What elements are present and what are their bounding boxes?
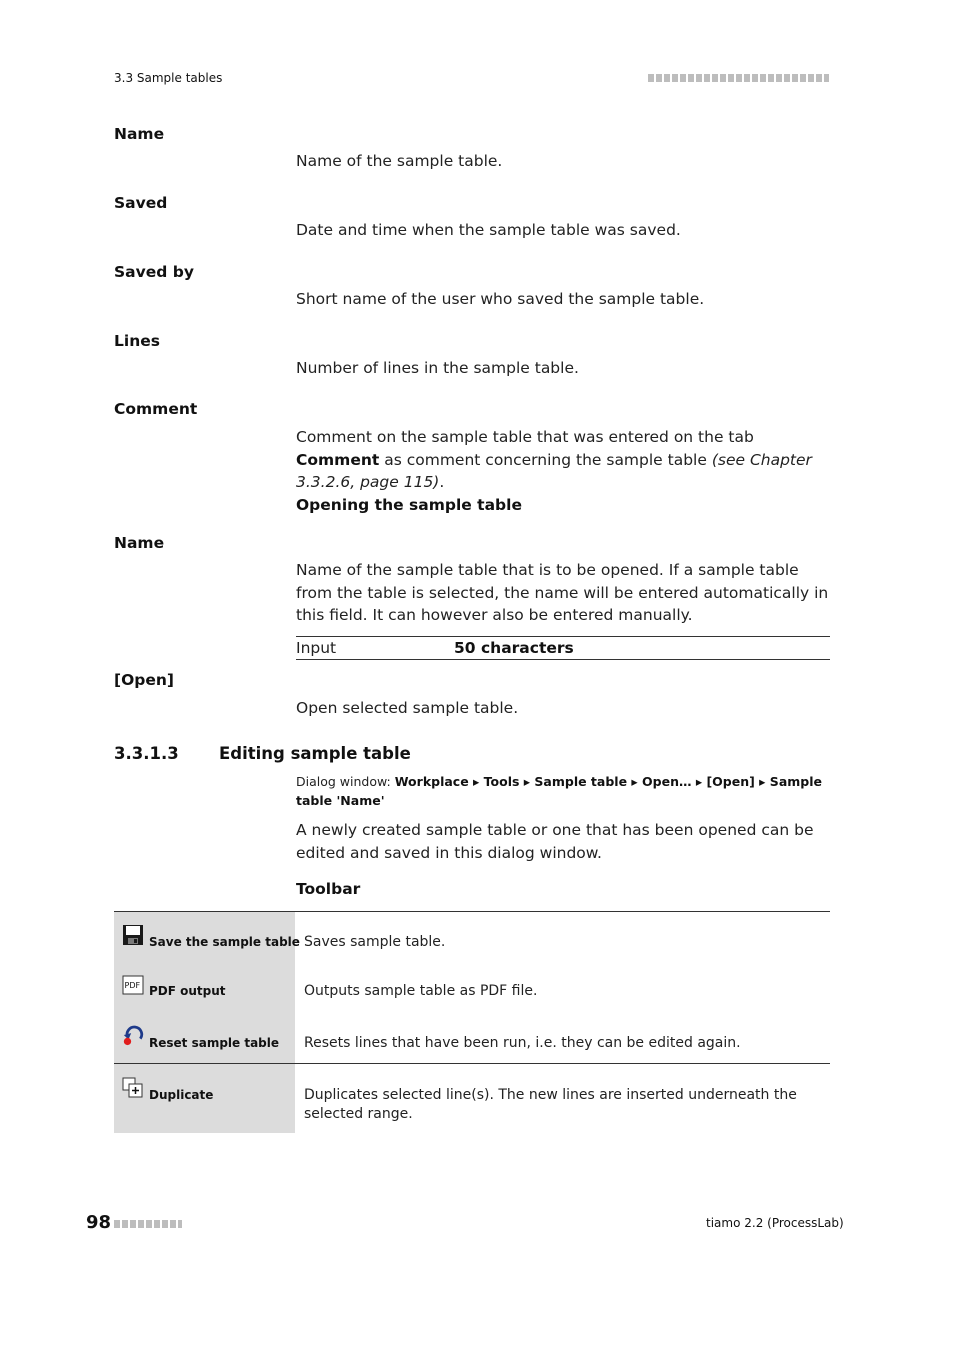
duplicate-icon (122, 1077, 144, 1099)
opening-heading: Opening the sample table (296, 496, 522, 514)
running-header: 3.3 Sample tables (114, 71, 223, 85)
toolbar-table (114, 911, 830, 1133)
header-decoration (648, 74, 829, 82)
desc-open-name: Name of the sample table that is to be opened. If a sample table from the table is selected, the name will be entered automatically in this field. It can however also be entered manually. (296, 561, 829, 624)
section-number: 3.3.1.3 (114, 744, 179, 763)
input-value: 50 characters (454, 639, 574, 657)
footer-decoration (114, 1220, 182, 1228)
page-number: 98 (86, 1212, 112, 1233)
toolbar-item-name: Save the sample table (149, 935, 300, 949)
product-name: tiamo 2.2 (ProcessLab) (706, 1216, 844, 1230)
section-intro: A newly created sample table or one that has been opened can be edited and saved in this dialog window. (296, 821, 814, 862)
term-open-name: Name (114, 534, 165, 552)
term-saved: Saved (114, 194, 168, 212)
row-divider (114, 1063, 830, 1064)
term-comment: Comment (114, 400, 198, 418)
term-name: Name (114, 125, 165, 143)
term-open-button: [Open] (114, 671, 174, 689)
toolbar-item-name: PDF output (149, 984, 226, 998)
toolbar-item-desc: Outputs sample table as PDF file. (304, 983, 538, 999)
toolbar-item-name: Reset sample table (149, 1036, 280, 1050)
pdf-icon (122, 974, 144, 996)
toolbar-item-name: Duplicate (149, 1088, 214, 1102)
input-spec-table (296, 636, 830, 660)
toolbar-item-desc: Duplicates selected line(s). The new lines are inserted underneath the selected range. (304, 1087, 797, 1122)
chapter-reference[interactable]: (see Chapter 3.3.2.6, page 115) (296, 450, 812, 491)
toolbar-item-desc: Resets lines that have been run, i.e. they can be edited again. (304, 1035, 741, 1051)
section-title: Editing sample table (219, 744, 411, 763)
term-saved-by: Saved by (114, 263, 194, 281)
toolbar-heading: Toolbar (296, 880, 361, 898)
dialog-path: Dialog window: Workplace ▸ Tools ▸ Sample table ▸ Open… ▸ [Open] ▸ Sample table 'Name' (296, 774, 822, 808)
svg-text:PDF: PDF (124, 981, 141, 990)
desc-saved-by: Short name of the user who saved the sample table. (296, 290, 705, 308)
desc-saved: Date and time when the sample table was saved. (296, 221, 681, 239)
desc-comment: Comment on the sample table that was entered on the tab Comment as comment concerning the sample table (see Chapter 3.3.2.6, page 115). (296, 428, 812, 491)
toolbar-item-desc: Saves sample table. (304, 934, 446, 950)
term-lines: Lines (114, 332, 160, 350)
desc-name: Name of the sample table. (296, 152, 503, 170)
desc-lines: Number of lines in the sample table. (296, 359, 579, 377)
desc-open-button: Open selected sample table. (296, 699, 519, 717)
reset-icon (122, 1024, 144, 1046)
input-label: Input (296, 639, 337, 657)
save-icon (122, 924, 144, 946)
